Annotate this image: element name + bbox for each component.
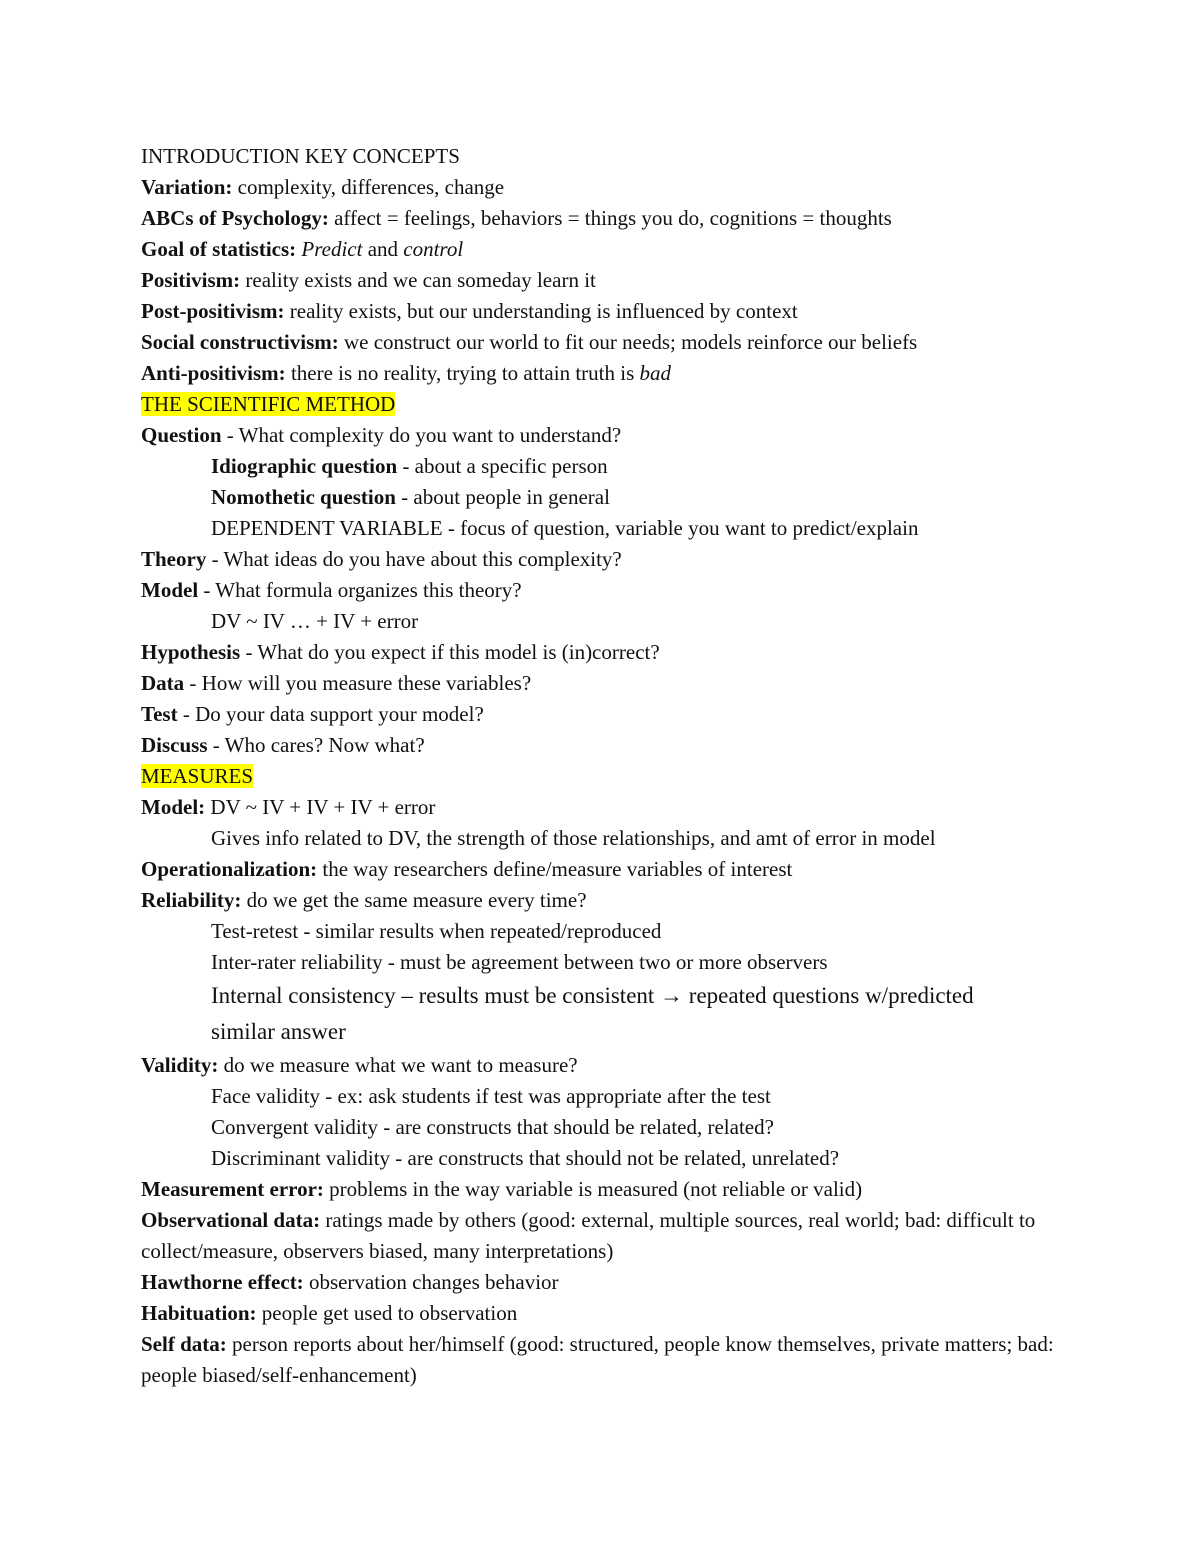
test-retest-text: Test-retest - similar results when repeated/reproduced — [211, 919, 662, 943]
antipositivism-term: Anti-positivism: — [141, 361, 286, 385]
model-term: Model — [141, 578, 199, 602]
validity-line — [141, 1050, 1061, 1081]
abcs-term: ABCs of Psychology: — [141, 206, 329, 230]
convergent-validity-line — [141, 1112, 1061, 1143]
reliability-def: do we get the same measure every time? — [241, 888, 587, 912]
hawthorne-def: observation changes behavior — [303, 1270, 559, 1294]
intro-heading — [141, 141, 1061, 172]
idiographic-def: - about a specific person — [397, 454, 608, 478]
data-line — [141, 668, 1061, 699]
internal-consistency-line — [141, 978, 1031, 1050]
idiographic-term: Idiographic question — [211, 454, 398, 478]
nomothetic-def: - about people in general — [395, 485, 610, 509]
theory-term: Theory — [141, 547, 207, 571]
test-def: - Do your data support your model? — [177, 702, 484, 726]
social-constructivism-line — [141, 327, 1061, 358]
postpositivism-def: reality exists, but our understanding is influenced by context — [284, 299, 798, 323]
model-def: - What formula organizes this theory? — [198, 578, 522, 602]
antipositivism-bad: bad — [639, 361, 671, 385]
measures-model-term: Model: — [141, 795, 206, 819]
operationalization-def: the way researchers define/measure variables of interest — [317, 857, 793, 881]
reliability-line — [141, 885, 1061, 916]
social-constructivism-term: Social constructivism: — [141, 330, 339, 354]
measures-heading-text: MEASURES — [141, 764, 254, 788]
variation-def: complexity, differences, change — [232, 175, 505, 199]
measures-model-def: DV ~ IV + IV + IV + error — [205, 795, 436, 819]
dependent-variable-text: DEPENDENT VARIABLE - focus of question, variable you want to predict/explain — [211, 516, 919, 540]
inter-rater-text: Inter-rater reliability - must be agreement between two or more observers — [211, 950, 828, 974]
question-term: Question — [141, 423, 222, 447]
dependent-variable-line — [141, 513, 1061, 544]
intro-heading-text: INTRODUCTION KEY CONCEPTS — [141, 144, 460, 168]
question-def: - What complexity do you want to understand? — [221, 423, 622, 447]
nomothetic-line — [141, 482, 1061, 513]
question-line — [141, 420, 1061, 451]
antipositivism-def: there is no reality, trying to attain truth is — [285, 361, 640, 385]
discriminant-validity-text: Discriminant validity - are constructs that should not be related, unrelated? — [211, 1146, 840, 1170]
goal-line — [141, 234, 1061, 265]
idiographic-line — [141, 451, 1061, 482]
measures-model-note-line — [141, 823, 1061, 854]
positivism-def: reality exists and we can someday learn it — [240, 268, 596, 292]
model-formula-line — [141, 606, 1061, 637]
convergent-validity-text: Convergent validity - are constructs that should be related, related? — [211, 1115, 774, 1139]
goal-and: and — [362, 237, 404, 261]
postpositivism-line — [141, 296, 1061, 327]
discuss-term: Discuss — [141, 733, 208, 757]
measurement-error-line — [141, 1174, 1061, 1205]
discuss-line — [141, 730, 1061, 761]
measures-model-line — [141, 792, 1061, 823]
face-validity-text: Face validity - ex: ask students if test was appropriate after the test — [211, 1084, 771, 1108]
abcs-line — [141, 203, 1061, 234]
habituation-def: people get used to observation — [256, 1301, 518, 1325]
variation-term: Variation: — [141, 175, 233, 199]
measurement-error-term: Measurement error: — [141, 1177, 324, 1201]
self-data-line — [141, 1329, 1061, 1391]
hypothesis-line — [141, 637, 1061, 668]
test-line — [141, 699, 1061, 730]
test-term: Test — [141, 702, 178, 726]
habituation-term: Habituation: — [141, 1301, 257, 1325]
hypothesis-term: Hypothesis — [141, 640, 241, 664]
goal-control: control — [403, 237, 464, 261]
observational-data-term: Observational data: — [141, 1208, 321, 1232]
self-data-def: person reports about her/himself (good: structured, people know themselves, private matters; bad: people biased/self-enhancement) — [141, 1332, 1054, 1387]
data-def: - How will you measure these variables? — [184, 671, 532, 695]
hypothesis-def: - What do you expect if this model is (in)correct? — [240, 640, 660, 664]
theory-line — [141, 544, 1061, 575]
habituation-line — [141, 1298, 1061, 1329]
variation-line — [141, 172, 1061, 203]
measurement-error-def: problems in the way variable is measured (not reliable or valid) — [323, 1177, 863, 1201]
abcs-def: affect = feelings, behaviors = things you do, cognitions = thoughts — [328, 206, 892, 230]
method-heading-text: THE SCIENTIFIC METHOD — [141, 392, 396, 416]
goal-predict: Predict — [301, 237, 363, 261]
model-formula-text: DV ~ IV … + IV + error — [211, 609, 419, 633]
theory-def: - What ideas do you have about this complexity? — [206, 547, 622, 571]
measures-heading — [141, 761, 1061, 792]
measures-model-note: Gives info related to DV, the strength of those relationships, and amt of error in model — [211, 826, 936, 850]
method-heading — [141, 389, 1061, 420]
goal-term: Goal of statistics: — [141, 237, 297, 261]
discuss-def: - Who cares? Now what? — [207, 733, 425, 757]
inter-rater-line — [141, 947, 1061, 978]
operationalization-term: Operationalization: — [141, 857, 318, 881]
model-line — [141, 575, 1061, 606]
document-page — [141, 141, 1061, 1391]
hawthorne-line — [141, 1267, 1061, 1298]
operationalization-line — [141, 854, 1061, 885]
social-constructivism-def: we construct our world to fit our needs; models reinforce our beliefs — [338, 330, 918, 354]
validity-term: Validity: — [141, 1053, 219, 1077]
internal-consistency-text: Internal consistency – results must be consistent → repeated questions w/predicted similar answer — [211, 983, 974, 1044]
antipositivism-line — [141, 358, 1061, 389]
face-validity-line — [141, 1081, 1061, 1112]
positivism-term: Positivism: — [141, 268, 241, 292]
data-term: Data — [141, 671, 185, 695]
hawthorne-term: Hawthorne effect: — [141, 1270, 304, 1294]
observational-data-line — [141, 1205, 1061, 1267]
validity-def: do we measure what we want to measure? — [218, 1053, 578, 1077]
positivism-line — [141, 265, 1061, 296]
nomothetic-term: Nomothetic question — [211, 485, 396, 509]
observational-data-def: ratings made by others (good: external, multiple sources, real world; bad: difficult to collect/measure, observers biased, many interpretations) — [141, 1208, 1036, 1263]
reliability-term: Reliability: — [141, 888, 242, 912]
self-data-term: Self data: — [141, 1332, 227, 1356]
test-retest-line — [141, 916, 1061, 947]
postpositivism-term: Post-positivism: — [141, 299, 285, 323]
discriminant-validity-line — [141, 1143, 1061, 1174]
